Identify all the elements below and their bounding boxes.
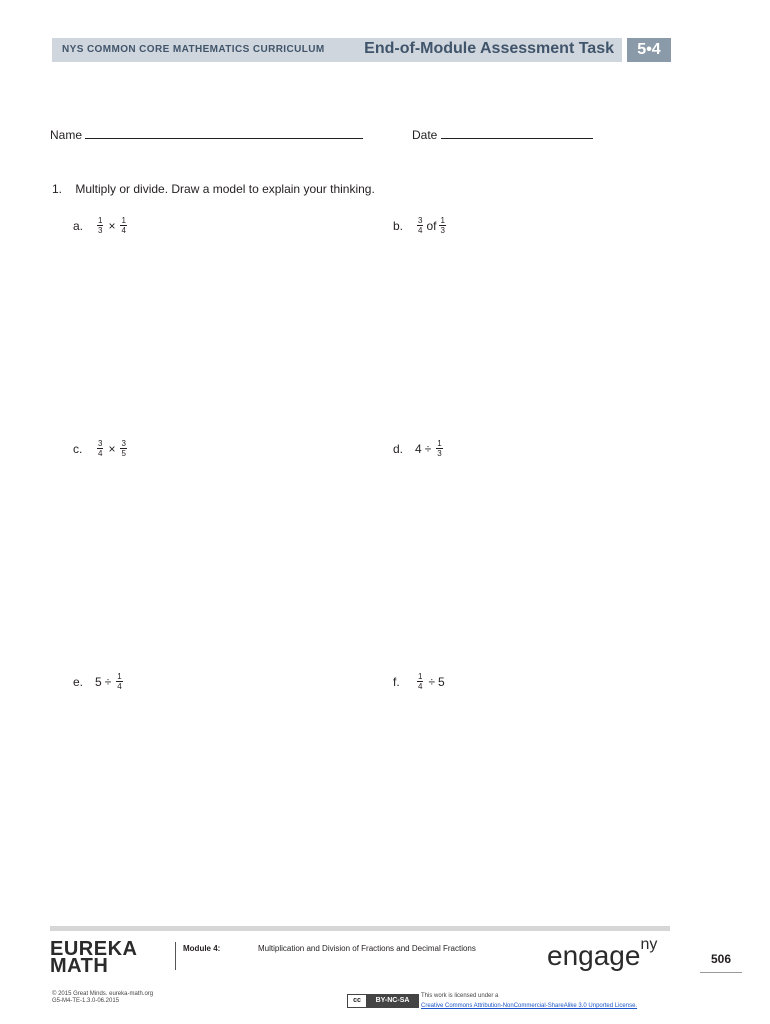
fraction: $\frac{3}{5}$ [121, 439, 126, 458]
license-notice: This work is licensed under a Creative Commons Attribution-NonCommercial-ShareAlike 3.0 Unported License. [421, 993, 638, 1009]
problem-b [393, 216, 448, 235]
problem-c [73, 439, 129, 458]
problem-label: f. [393, 674, 400, 689]
task-title: End-of-Module Assessment Task [364, 40, 614, 57]
page-number: 506 [700, 952, 742, 973]
copyright: © 2015 Great Minds. eureka-math.org G5-M4-TE-1.3.0-06.2015 [52, 991, 154, 1004]
fraction: $\frac{1}{3}$ [98, 216, 103, 235]
problem-label: b. [393, 218, 404, 233]
question-prompt [52, 182, 375, 196]
fraction: $\frac{1}{4}$ [117, 672, 122, 691]
license-link[interactable]: Creative Commons Attribution-NonCommercial-ShareAlike 3.0 Unported License. [421, 1003, 638, 1009]
operator: ÷ [428, 674, 436, 689]
fraction: $\frac{3}{4}$ [418, 216, 423, 235]
operator: ÷ [104, 674, 112, 689]
eureka-math-logo: EUREKA MATH [50, 938, 138, 977]
grade-module-badge: 5•4 [627, 38, 671, 62]
engageny-logo: engage$^{ny}$ [547, 936, 658, 971]
footer-vertical-divider [175, 942, 176, 970]
problem-label: e. [73, 674, 84, 689]
question-number: 1. [52, 182, 63, 196]
problem-d [393, 439, 445, 458]
fraction: $\frac{1}{3}$ [437, 439, 442, 458]
cc-icon: cc [348, 995, 367, 1007]
footer-divider [50, 926, 670, 931]
operator: × [108, 218, 116, 233]
fraction: $\frac{1}{3}$ [440, 216, 445, 235]
operator: ÷ [424, 441, 432, 456]
name-line[interactable] [85, 126, 363, 139]
name-label: Name [50, 128, 83, 142]
name-field[interactable] [50, 126, 363, 142]
date-field[interactable] [412, 126, 593, 142]
problem-label: a. [73, 218, 84, 233]
question-text: Multiply or divide. Draw a model to explain your thinking. [75, 182, 375, 196]
fraction: $\frac{3}{4}$ [98, 439, 103, 458]
header-bar [52, 38, 622, 62]
whole-number: 4 [415, 441, 422, 456]
fraction: $\frac{1}{4}$ [121, 216, 126, 235]
module-title: Multiplication and Division of Fractions and Decimal Fractions [258, 944, 476, 953]
operator: of [426, 218, 437, 233]
problem-label: c. [73, 441, 83, 456]
whole-number: 5 [438, 674, 445, 689]
curriculum-title: NYS COMMON CORE MATHEMATICS CURRICULUM [62, 44, 325, 55]
problem-a [73, 216, 129, 235]
problem-f [393, 672, 445, 691]
date-line[interactable] [441, 126, 593, 139]
fraction: $\frac{1}{4}$ [418, 672, 423, 691]
whole-number: 5 [95, 674, 102, 689]
problem-label: d. [393, 441, 404, 456]
operator: × [108, 441, 116, 456]
module-label: Module 4: [183, 944, 221, 953]
date-label: Date [412, 128, 438, 142]
problem-e [73, 672, 125, 691]
creative-commons-badge: cc BY-NC-SA [347, 994, 419, 1008]
